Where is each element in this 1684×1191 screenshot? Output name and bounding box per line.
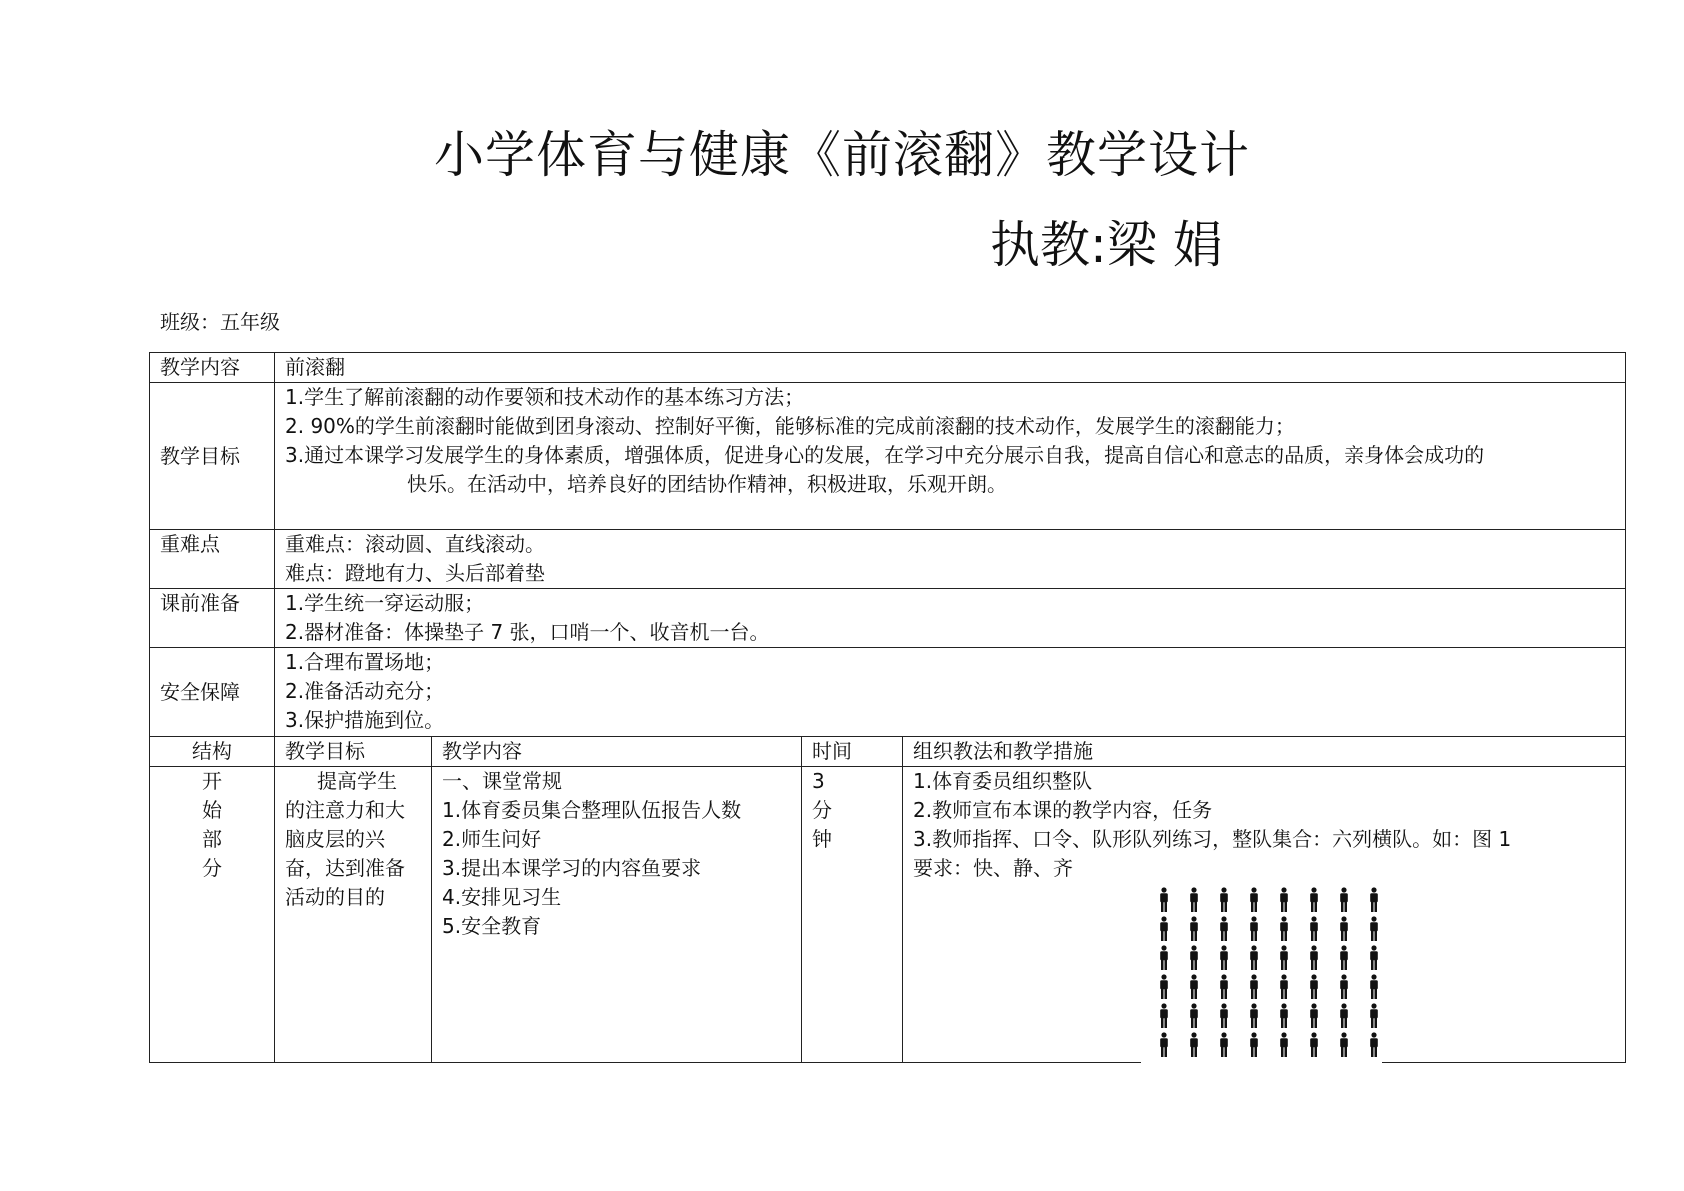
opening-method-line: 3.教师指挥、口令、队形队列练习，整队集合：六列横队。如：图 1: [913, 827, 1512, 851]
opening-content-line: 4.安排见习生: [442, 885, 562, 909]
safety-line: 2.准备活动充分；: [285, 679, 445, 703]
person-icon: [1239, 974, 1269, 1003]
key-point-line: 重难点：滚动圆、直线滚动。: [285, 532, 545, 556]
opening-method-line: 2.教师宣布本课的教学内容，任务: [913, 798, 1213, 822]
opening-time-line: 钟: [812, 827, 832, 851]
opening-time: [802, 767, 903, 1063]
person-icon: [1299, 887, 1329, 916]
person-icon: [1359, 945, 1389, 974]
label-content: 教学内容: [150, 353, 275, 383]
structure-char: 开: [202, 769, 222, 793]
person-icon: [1329, 887, 1359, 916]
opening-method: [903, 767, 1626, 1063]
person-icon: [1179, 945, 1209, 974]
person-icon: [1149, 1003, 1179, 1032]
person-icon: [1359, 887, 1389, 916]
person-icon: [1239, 1003, 1269, 1032]
header-time: 时间: [802, 737, 903, 767]
value-preparation: [275, 589, 1626, 648]
safety-line: 1.合理布置场地；: [285, 650, 445, 674]
person-icon: [1269, 916, 1299, 945]
value-goals: [275, 383, 1626, 530]
person-icon: [1149, 945, 1179, 974]
formation-border-gap: [1141, 1057, 1382, 1063]
opening-goal-line: 的注意力和大: [285, 798, 405, 822]
opening-method-line: 要求：快、静、齐: [913, 856, 1073, 880]
teacher-name: 执教:梁 娟: [990, 216, 1223, 274]
person-icon: [1149, 974, 1179, 1003]
person-icon: [1329, 1003, 1359, 1032]
opening-method-line: 1.体育委员组织整队: [913, 769, 1093, 793]
person-icon: [1359, 974, 1389, 1003]
row-opening-section: [150, 767, 1626, 1063]
person-icon: [1299, 945, 1329, 974]
row-goals: [150, 383, 1626, 530]
person-icon: [1149, 887, 1179, 916]
person-icon: [1209, 916, 1239, 945]
structure-char: 分: [202, 856, 222, 880]
person-icon: [1329, 916, 1359, 945]
key-point-line: 难点：蹬地有力、头后部着垫: [285, 561, 545, 585]
opening-goal-line: 脑皮层的兴: [285, 827, 385, 851]
structure-char: 始: [202, 798, 222, 822]
person-icon: [1269, 887, 1299, 916]
opening-time-line: 3: [812, 769, 825, 793]
safety-line: 3.保护措施到位。: [285, 708, 445, 732]
opening-goal-line: 奋，达到准备: [285, 856, 405, 880]
header-method: 组织教法和教学措施: [903, 737, 1626, 767]
person-icon: [1209, 945, 1239, 974]
preparation-line: 1.学生统一穿运动服；: [285, 591, 485, 615]
person-icon: [1269, 974, 1299, 1003]
row-preparation: [150, 589, 1626, 648]
goal-line: 1.学生了解前滚翻的动作要领和技术动作的基本练习方法；: [285, 385, 805, 409]
person-icon: [1299, 1003, 1329, 1032]
person-icon: [1209, 974, 1239, 1003]
person-icon: [1269, 1003, 1299, 1032]
header-structure: 结构: [150, 737, 275, 767]
opening-content-line: 3.提出本课学习的内容鱼要求: [442, 856, 702, 880]
value-key-points: [275, 530, 1626, 589]
class-info: 班级：五年级: [160, 310, 280, 334]
goal-line: 3.通过本课学习发展学生的身体素质，增强体质，促进身心的发展，在学习中充分展示自我，提高自信心和意志的品质，亲身体会成功的: [285, 443, 1485, 467]
header-goal: 教学目标: [275, 737, 432, 767]
structure-char: 部: [202, 827, 222, 851]
lesson-plan-table: [149, 352, 1626, 1063]
goal-line: 快乐。在活动中，培养良好的团结协作精神，积极进取，乐观开朗。: [407, 472, 1007, 496]
person-icon: [1299, 916, 1329, 945]
opening-content: [432, 767, 802, 1063]
row-key-points: [150, 530, 1626, 589]
header-content: 教学内容: [432, 737, 802, 767]
row-content: [150, 353, 1626, 383]
opening-goal-line: 提高学生: [317, 769, 397, 793]
opening-goal: [275, 767, 432, 1063]
label-safety: 安全保障: [150, 648, 275, 737]
person-icon: [1359, 916, 1389, 945]
person-icon: [1299, 974, 1329, 1003]
opening-content-line: 一、课堂常规: [442, 769, 562, 793]
formation-diagram: [1149, 887, 1389, 1061]
opening-time-line: 分: [812, 798, 832, 822]
opening-goal-line: 活动的目的: [285, 885, 385, 909]
person-icon: [1209, 887, 1239, 916]
preparation-line: 2.器材准备：体操垫子 7 张，口哨一个、收音机一台。: [285, 620, 770, 644]
page-title: 小学体育与健康《前滚翻》教学设计: [434, 126, 1250, 184]
person-icon: [1239, 916, 1269, 945]
label-key-points: 重难点: [150, 530, 275, 589]
person-icon: [1179, 974, 1209, 1003]
person-icon: [1239, 887, 1269, 916]
opening-content-line: 1.体育委员集合整理队伍报告人数: [442, 798, 742, 822]
goal-line: 2. 90%的学生前滚翻时能做到团身滚动、控制好平衡，能够标准的完成前滚翻的技术动作，发展学生的滚翻能力；: [285, 414, 1295, 438]
opening-content-line: 2.师生问好: [442, 827, 542, 851]
person-icon: [1209, 1003, 1239, 1032]
row-safety: [150, 648, 1626, 737]
person-icon: [1179, 916, 1209, 945]
person-icon: [1179, 887, 1209, 916]
person-icon: [1329, 945, 1359, 974]
row-section-headers: [150, 737, 1626, 767]
person-icon: [1179, 1003, 1209, 1032]
label-goals: 教学目标: [150, 383, 275, 530]
person-icon: [1239, 945, 1269, 974]
opening-structure: [150, 767, 275, 1063]
person-icon: [1149, 916, 1179, 945]
opening-content-line: 5.安全教育: [442, 914, 542, 938]
label-preparation: 课前准备: [150, 589, 275, 648]
value-safety: [275, 648, 1626, 737]
person-icon: [1329, 974, 1359, 1003]
person-icon: [1269, 945, 1299, 974]
person-icon: [1359, 1003, 1389, 1032]
value-content: 前滚翻: [275, 353, 1626, 383]
